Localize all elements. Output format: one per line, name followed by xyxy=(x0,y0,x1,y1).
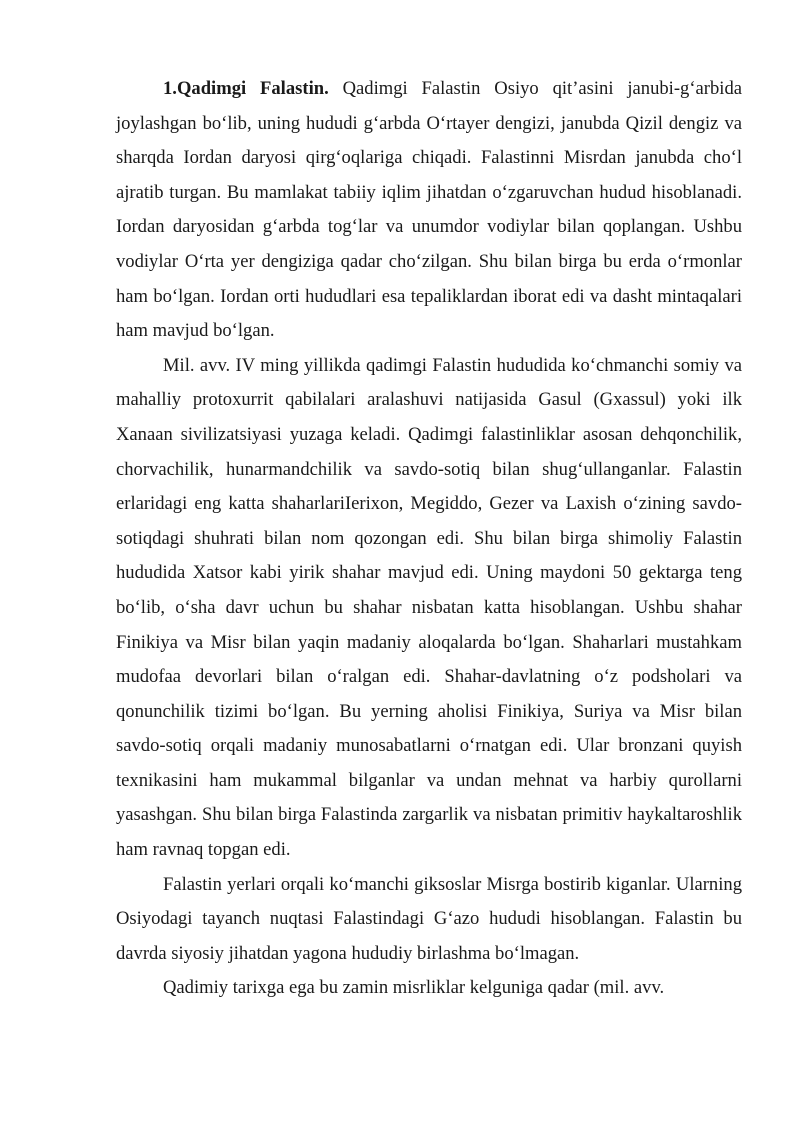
paragraph-4: Qadimiy tarixga ega bu zamin misrliklar kelguniga qadar (mil. avv. xyxy=(163,977,665,999)
document-body xyxy=(116,72,742,1006)
paragraph-1 xyxy=(116,72,742,349)
paragraph-1-text: Qadimgi Falastin Osiyo qit’asini janubi-g‘arbida joylashgan bo‘lib, uning hududi g‘arbda O‘rtayer dengizi, janubda Qizil dengiz va sharqda Iordan daryosi qirg‘oqlariga chiqadi. Falastinni Misrdan janubda cho‘l ajratib turgan. Bu mamlakat tabiiy iqlim jihatdan o‘zgaruvchan hudud hisoblanadi. Iordan daryosidan g‘arbda tog‘lar va unumdor vodiylar bilan qoplangan. Ushbu vodiylar O‘rta yer dengiziga qadar cho‘zilgan. Shu bilan birga bu erda o‘rmonlar ham bo‘lgan. Iordan orti hududlari esa tepaliklardan iborat edi va dasht mintaqalari ham mavjud bo‘lgan. xyxy=(116,78,742,342)
section-heading: 1.Qadimgi Falastin. xyxy=(163,78,329,99)
paragraph-2: Mil. avv. IV ming yillikda qadimgi Falastin hududida ko‘chmanchi somiy va mahalliy protoxurrit qabilalari aralashuvi natijasida Gasul (Gxassul) yoki ilk Xanaan sivilizatsiyasi yuzaga keladi. Qadimgi falastinliklar asosan dehqonchilik, chorvachilik, hunarmandchilik va savdo-sotiq bilan shug‘ullanganlar. Falastin erlaridagi eng katta shaharlariIerixon, Megiddo, Gezer va Laxish o‘zining savdo- sotiqdagi shuhrati bilan nom qozongan edi. Shu bilan birga shimoliy Falastin hududida Xatsor kabi yirik shahar mavjud edi. Uning maydoni 50 gektarga teng bo‘lib, o‘sha davr uchun bu shahar nisbatan katta hisoblangan. Ushbu shahar Finikiya va Misr bilan yaqin madaniy aloqalarda bo‘lgan. Shaharlari mustahkam mudofaa devorlari bilan o‘ralgan edi. Shahar-davlatning o‘z podsholari va qonunchilik tizimi bo‘lgan. Bu yerning aholisi Finikiya, Suriya va Misr bilan savdo-sotiq orqali madaniy munosabatlarni o‘rnatgan edi. Ular bronzani quyish texnikasini ham mukammal bilganlar va undan mehnat va harbiy qurollarni yasashgan. Shu bilan birga Falastinda zargarlik va nisbatan primitiv haykaltaroshlik ham ravnaq topgan edi. xyxy=(116,354,742,861)
paragraph-3: Falastin yerlari orqali ko‘manchi giksoslar Misrga bostirib kiganlar. Ularning Osiyodagi tayanch nuqtasi Falastindagi G‘azo hududi hisoblangan. Falastin bu davrda siyosiy jihatdan yagona hududiy birlashma bo‘lmagan. xyxy=(116,873,742,964)
